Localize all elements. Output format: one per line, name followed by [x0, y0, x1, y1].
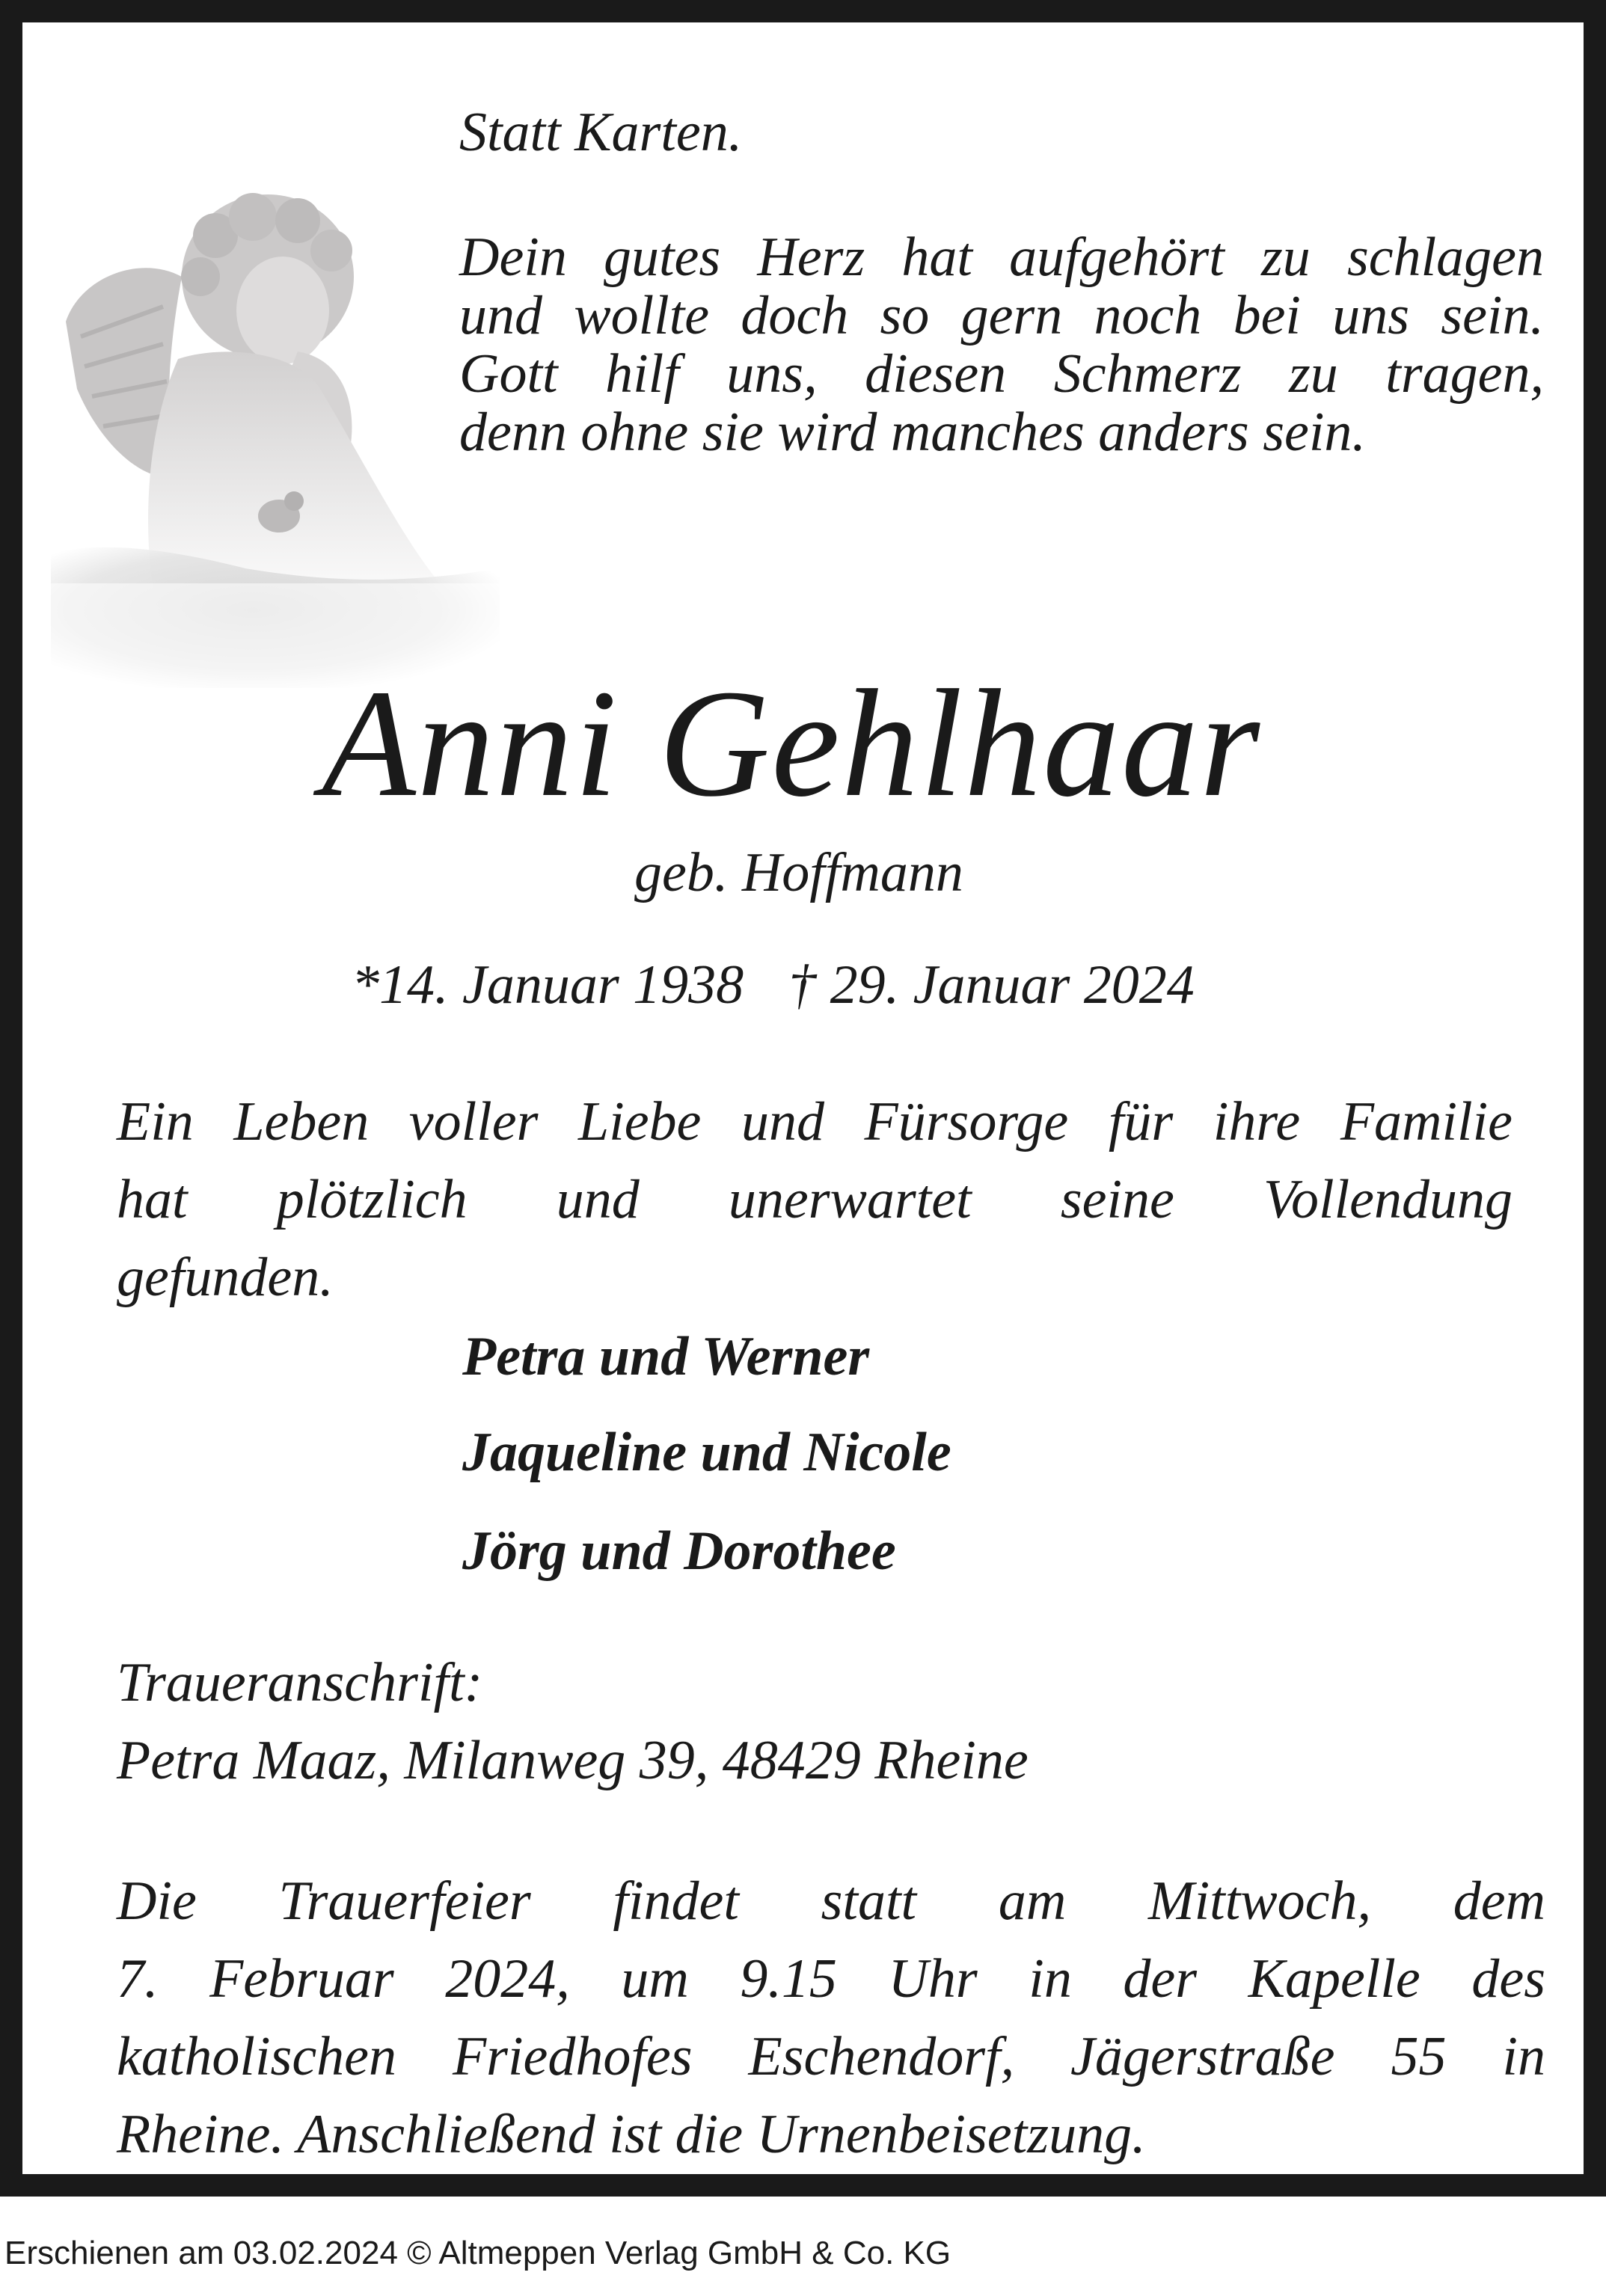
verse-block [459, 228, 1544, 461]
funeral-info [117, 1862, 1545, 2173]
funeral-line: Rheine. Anschließend ist die Urnenbeisetzung. [117, 2104, 1146, 2165]
verse-line: Gott hilf uns, diesen Schmerz zu tragen, [459, 343, 1544, 405]
verse-line: und wollte doch so gern noch bei uns sein. [459, 285, 1544, 346]
funeral-line: katholischen Friedhofes Eschendorf, Jägerstraße 55 in [117, 2026, 1545, 2087]
publication-footer: Erschienen am 03.02.2024 © Altmeppen Verlag GmbH & Co. KG [4, 2235, 951, 2271]
deceased-name: Anni Gehlhaar [322, 657, 1262, 829]
tribute-line: hat plötzlich und unerwartet seine Vollendung [117, 1169, 1512, 1230]
life-dates [352, 954, 1195, 1017]
funeral-line: 7. Februar 2024, um 9.15 Uhr in der Kapelle des [117, 1948, 1545, 2010]
address-label: Traueranschrift: [117, 1652, 483, 1713]
mourner-name: Petra und Werner [462, 1326, 870, 1387]
verse-line: denn ohne sie wird manches anders sein. [459, 402, 1366, 463]
tribute-line: Ein Leben voller Liebe und Fürsorge für ihre Familie [117, 1091, 1512, 1152]
mourner-name: Jörg und Dorothee [462, 1520, 896, 1582]
funeral-line: Die Trauerfeier findet statt am Mittwoch, dem [117, 1870, 1545, 1932]
maiden-name: geb. Hoffmann [634, 842, 963, 903]
tribute-line: gefunden. [117, 1247, 334, 1308]
death-date: † 29. Januar 2024 [788, 954, 1195, 1016]
tribute-text [117, 1083, 1512, 1316]
intro-text: Statt Karten. [459, 102, 743, 163]
mourner-name: Jaqueline und Nicole [462, 1422, 951, 1483]
mourning-address: Petra Maaz, Milanweg 39, 48429 Rheine [117, 1730, 1029, 1791]
verse-line: Dein gutes Herz hat aufgehört zu schlagen [459, 227, 1544, 288]
angel-statue-image [51, 165, 500, 688]
angel-statue-icon [51, 165, 500, 688]
birth-date: *14. Januar 1938 [352, 954, 744, 1016]
